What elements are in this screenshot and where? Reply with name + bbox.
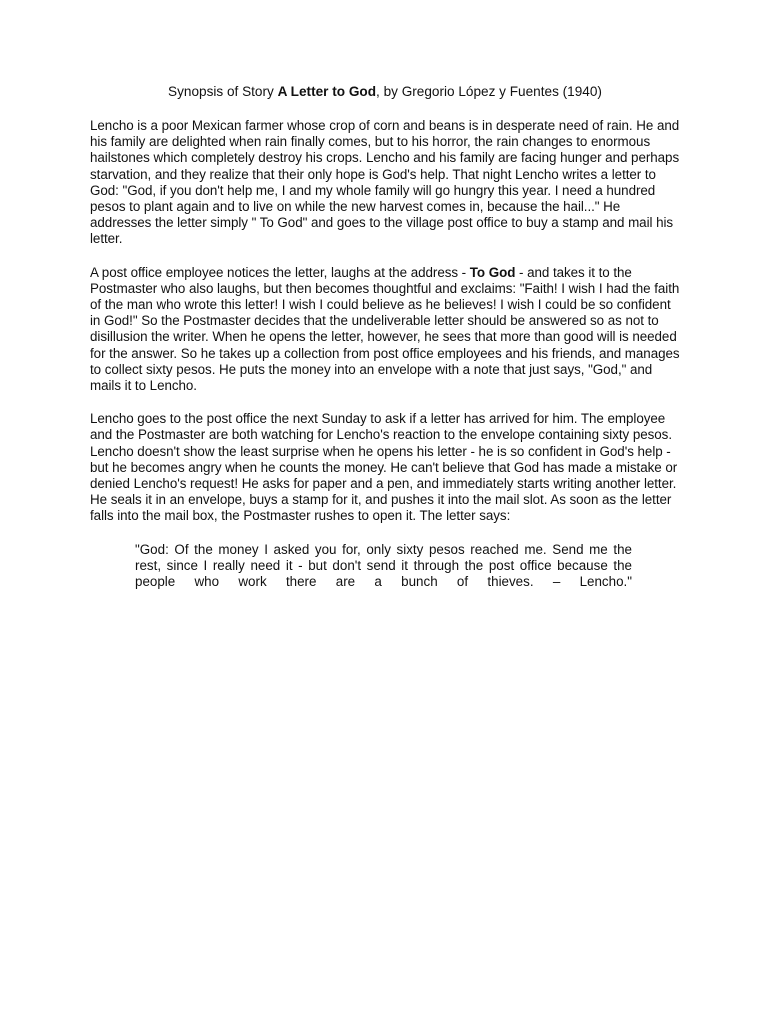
document-page	[90, 83, 680, 590]
paragraph-3: Lencho goes to the post office the next Sunday to ask if a letter has arrived for him. The employee and the Postmaster are both watching for Lencho's reaction to the envelope containing sixty pesos. Lencho doesn't show the least surprise when he opens his letter - he is so confident in God's help - but he becomes angry when he counts the money. He can't believe that God has made a mistake or denied Lencho's request! He asks for paper and a pen, and immediately starts writing another letter. He seals it in an envelope, buys a stamp for it, and pushes it into the mail slot. As soon as the letter falls into the mail box, the Postmaster rushes to open it. The letter says:	[90, 411, 678, 524]
paragraph-2	[90, 265, 680, 395]
paragraph-2-before: A post office employee notices the letter, laughs at the address -	[90, 264, 470, 280]
title-suffix: , by Gregorio López y Fuentes (1940)	[376, 84, 602, 99]
paragraph-1: Lencho is a poor Mexican farmer whose crop of corn and beans is in desperate need of rain. He and his family are delighted when rain finally comes, but to his horror, the rain changes to enormous hailstones which completely destroy his crops. Lencho and his family are facing hunger and perhaps starvation, and they realize that their only hope is God's help. That night Lencho writes a letter to God: "God, if you don't help me, I and my whole family will go hungry this year. I need a hundred pesos to plant again and to live on while the new harvest comes in, because the hail..." He addresses the letter simply " To God" and goes to the village post office to buy a stamp and mail his letter.	[90, 118, 680, 247]
title-prefix: Synopsis of Story	[168, 84, 278, 99]
title-story-name: A Letter to God	[277, 84, 377, 99]
paragraph-2-address: To God	[469, 264, 516, 280]
paragraph-2-after: - and takes it to the Postmaster who also laughs, but then becomes thoughtful and exclaims: "Faith! I wish I had the faith of the man who wrote this letter! I wish I could believe as he believes! I wish I could be so confident in God!" So the Postmaster decides that the undeliverable letter should be answered so as not to disillusion the writer. When he opens the letter, however, he sees that more than good will is needed for the answer. So he takes up a collection from post office employees and his friends, and manages to collect sixty pesos. He puts the money into an envelope with a note that just says, "God," and mails it to Lencho.	[90, 264, 680, 394]
document-title	[90, 83, 680, 101]
letter-quote: "God: Of the money I asked you for, only sixty pesos reached me. Send me the rest, since I really need it - but don't send it through the post office because the people who work there are a bunch of thieves. – Lencho."	[135, 541, 632, 590]
